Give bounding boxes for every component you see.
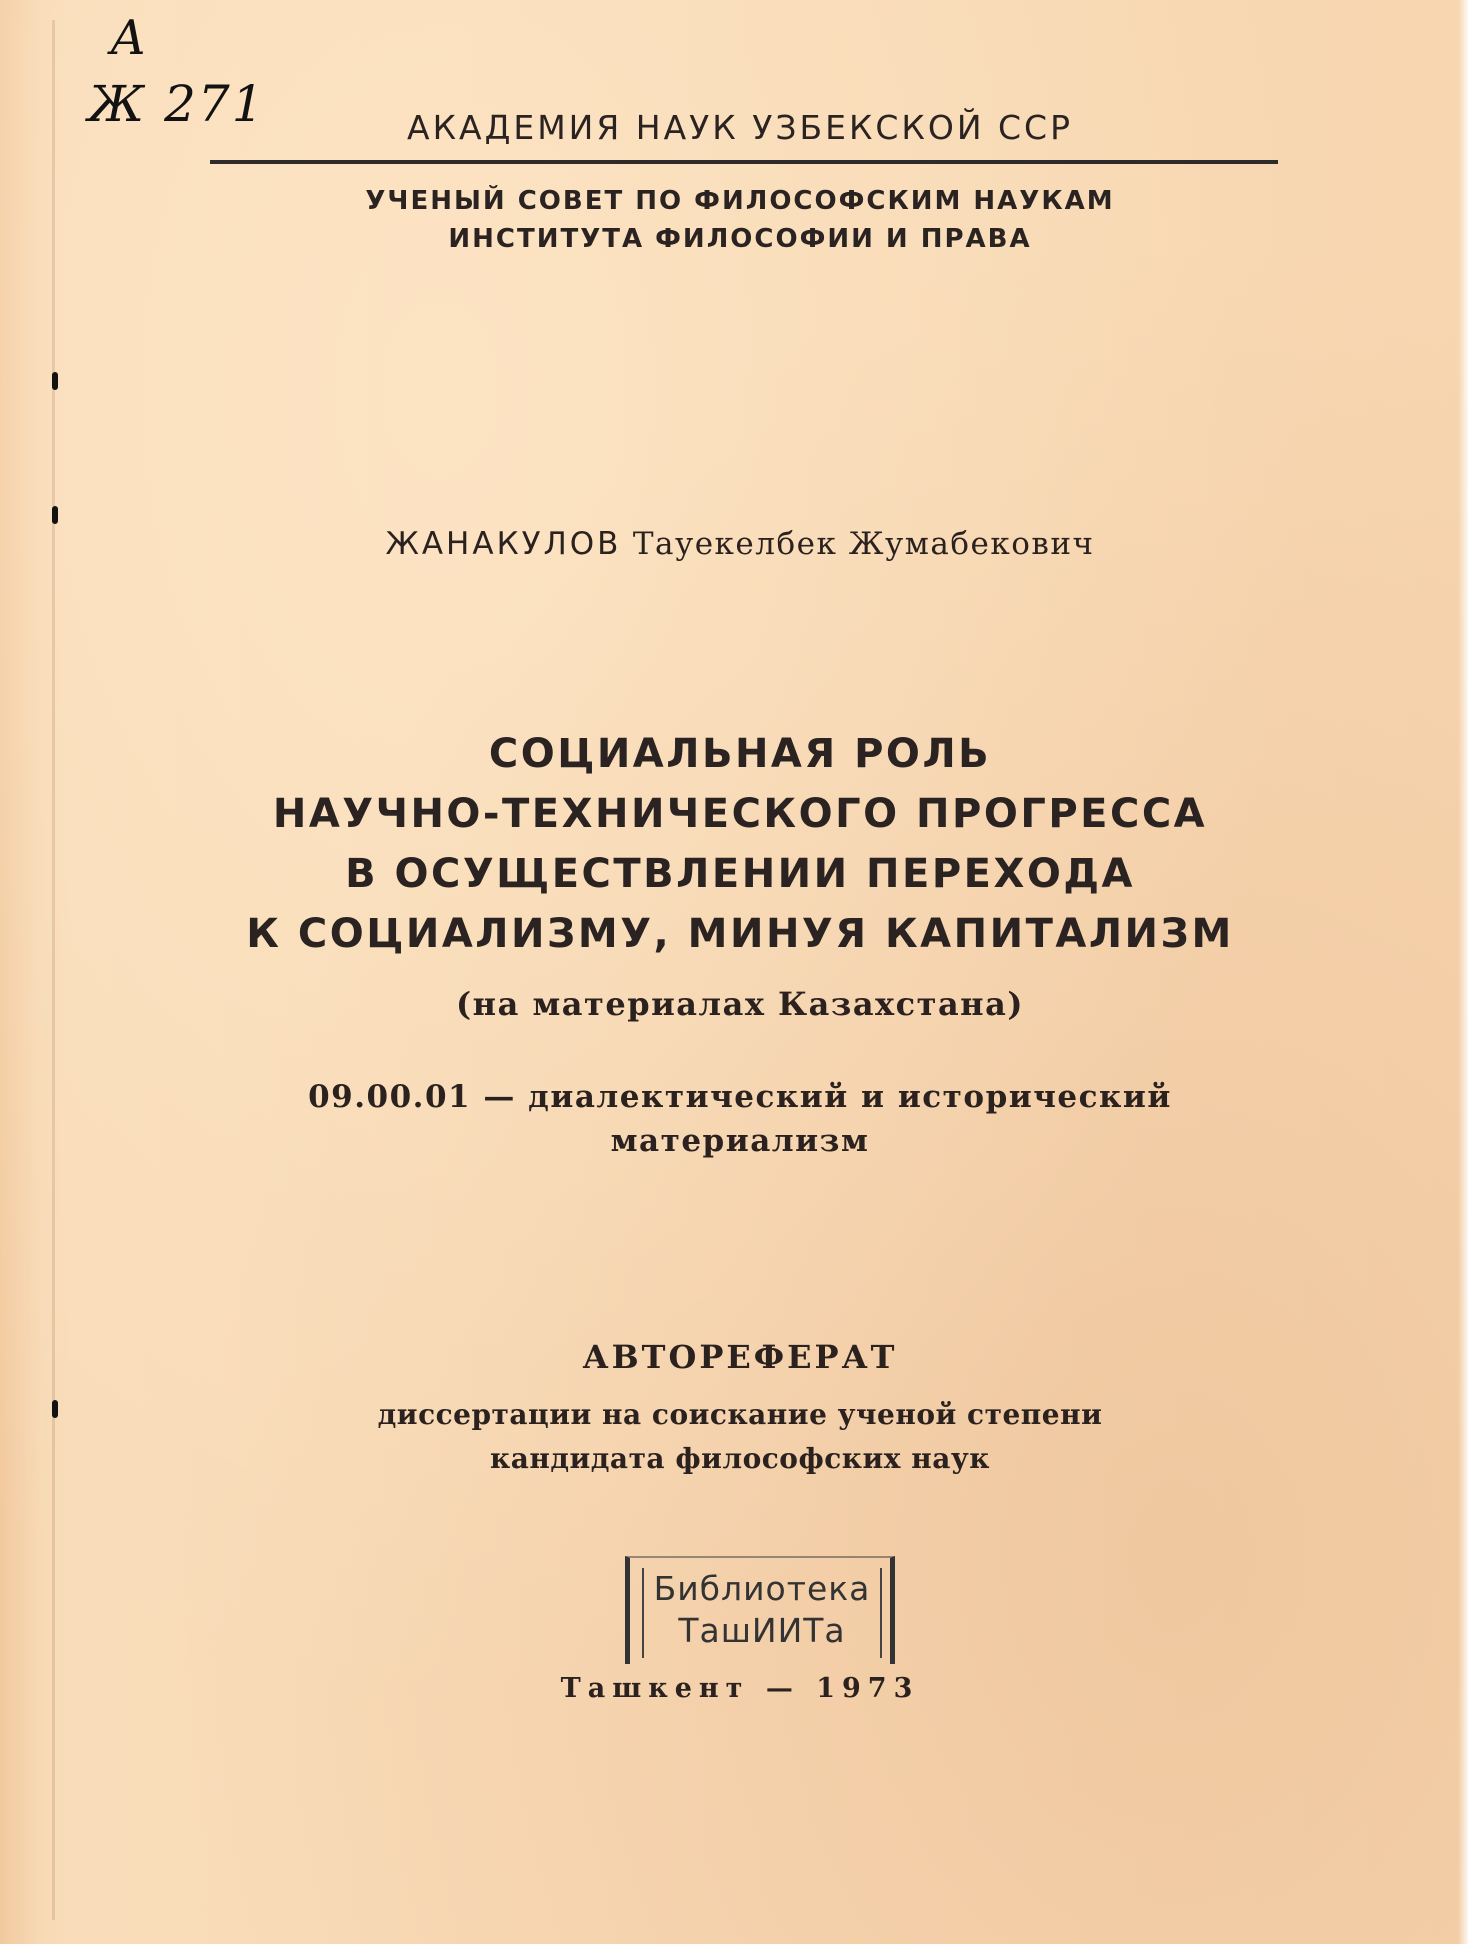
council-line: ИНСТИТУТА ФИЛОСОФИИ И ПРАВА — [448, 224, 1032, 254]
imprint-city-year: Ташкент — 1973 — [560, 1673, 920, 1704]
dissertation-title — [140, 724, 1340, 964]
author-surname: ЖАНАКУЛОВ — [385, 526, 622, 562]
title-line: НАУЧНО-ТЕХНИЧЕСКОГО ПРОГРЕССА — [272, 791, 1208, 837]
council-line: УЧЕНЫЙ СОВЕТ ПО ФИЛОСОФСКИМ НАУКАМ — [365, 186, 1115, 216]
title-line: В ОСУЩЕСТВЛЕНИИ ПЕРЕХОДА — [345, 851, 1135, 897]
description-line: кандидата философских наук — [489, 1442, 990, 1475]
document-description — [140, 1393, 1340, 1481]
council-name — [140, 182, 1340, 258]
specialty-line: материализм — [610, 1123, 870, 1159]
description-line: диссертации на соискание ученой степени — [377, 1398, 1103, 1431]
handwritten-letter: А — [110, 10, 147, 66]
title-subtitle: (на материалах Казахстана) — [456, 985, 1024, 1023]
page-edge — [1458, 0, 1468, 1944]
stamp-line: ТашИИТа — [678, 1611, 846, 1650]
binding-hole-mark — [52, 506, 58, 524]
spine-shadow — [52, 20, 55, 1920]
library-stamp — [625, 1556, 895, 1664]
specialty-line: 09.00.01 — диалектический и исторический — [308, 1079, 1172, 1115]
author-name — [140, 526, 1340, 562]
academy-name: АКАДЕМИЯ НАУК УЗБЕКСКОЙ ССР — [407, 108, 1073, 147]
handwritten-code: Ж 271 — [88, 75, 266, 133]
binding-hole-mark — [52, 1400, 58, 1418]
author-given-names: Тауекелбек Жумабекович — [632, 526, 1095, 562]
title-line: СОЦИАЛЬНАЯ РОЛЬ — [488, 731, 992, 777]
document-type: АВТОРЕФЕРАТ — [582, 1338, 898, 1376]
library-stamp-text — [642, 1568, 882, 1658]
title-line: К СОЦИАЛИЗМУ, МИНУЯ КАПИТАЛИЗМ — [246, 911, 1234, 957]
specialty-code — [140, 1075, 1340, 1163]
stamp-line: Библиотека — [653, 1569, 871, 1608]
binding-hole-mark — [52, 372, 58, 390]
header-rule — [210, 160, 1278, 164]
